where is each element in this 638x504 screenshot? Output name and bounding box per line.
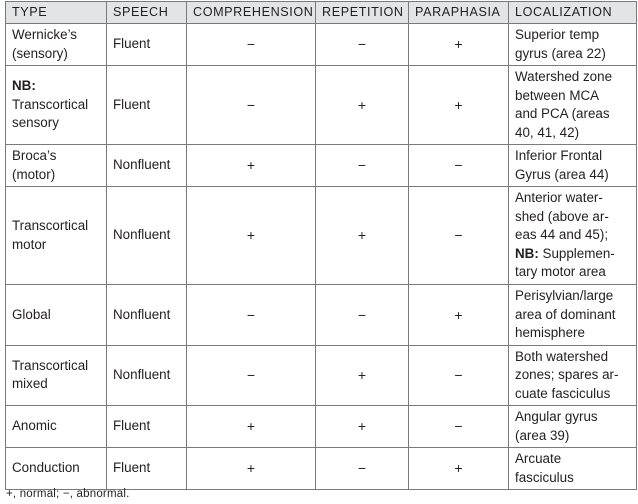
header-localization: LOCALIZATION — [509, 2, 637, 24]
type-line: (motor) — [12, 166, 56, 182]
table-row — [6, 345, 637, 406]
table-row — [6, 66, 637, 145]
cell-speech: Fluent — [107, 24, 187, 66]
cell-comprehension: − — [187, 345, 316, 406]
cell-repetition: + — [316, 345, 409, 406]
cell-paraphasia: + — [409, 24, 509, 66]
type-line: Transcortical — [12, 96, 89, 112]
type-line: Transcortical — [12, 357, 89, 373]
cell-repetition: − — [316, 285, 409, 346]
cell-speech: Fluent — [107, 448, 187, 490]
localization-line: fasciculus — [515, 469, 574, 485]
header-comprehension: COMPREHENSION — [187, 2, 316, 24]
cell-comprehension: + — [187, 145, 316, 187]
cell-repetition: + — [316, 66, 409, 145]
cell-paraphasia: − — [409, 406, 509, 448]
type-line: mixed — [12, 376, 48, 392]
cell-repetition: − — [316, 24, 409, 66]
cell-speech: Fluent — [107, 406, 187, 448]
cell-repetition: + — [316, 406, 409, 448]
cell-speech: Nonfluent — [107, 145, 187, 187]
localization-line: shed (above ar- — [515, 208, 609, 224]
localization-line: 40, 41, 42) — [515, 124, 580, 140]
cell-type — [6, 448, 107, 490]
cell-comprehension: + — [187, 406, 316, 448]
localization-line: Anterior water- — [515, 190, 603, 206]
cell-localization — [509, 345, 637, 406]
cell-localization — [509, 406, 637, 448]
cell-paraphasia: − — [409, 345, 509, 406]
cell-comprehension: − — [187, 66, 316, 145]
cell-speech: Nonfluent — [107, 285, 187, 346]
localization-line: hemisphere — [515, 325, 585, 340]
type-line: Broca’s — [12, 148, 57, 163]
localization-line: Supplemen- — [538, 245, 615, 261]
nb-label: NB: — [515, 245, 539, 261]
cell-speech: Nonfluent — [107, 187, 187, 285]
localization-line: area of dominant — [515, 306, 616, 322]
cell-localization — [509, 66, 637, 145]
localization-line: and PCA (areas — [515, 106, 610, 121]
cell-localization — [509, 285, 637, 346]
localization-line: Perisylvian/large — [515, 288, 614, 303]
cell-type — [6, 145, 107, 187]
cell-comprehension: − — [187, 24, 316, 66]
cell-localization — [509, 145, 637, 187]
table-row — [6, 448, 637, 490]
cell-comprehension: + — [187, 187, 316, 285]
localization-line: eas 44 and 45); — [515, 227, 609, 243]
cell-paraphasia: − — [409, 145, 509, 187]
cell-localization — [509, 187, 637, 285]
type-line: Conduction — [12, 460, 80, 476]
table-footnote: +, normal; −, abnormal. — [6, 488, 130, 500]
localization-line: Watershed zone — [515, 69, 613, 84]
localization-line: cuate fasciculus — [515, 385, 611, 401]
cell-comprehension: + — [187, 448, 316, 490]
table-row — [6, 406, 637, 448]
localization-line: Superior temp — [515, 27, 600, 42]
nb-label: NB: — [12, 78, 36, 94]
type-line: Anomic — [12, 418, 57, 434]
localization-line: between MCA — [515, 87, 600, 103]
localization-line: Angular gyrus — [515, 409, 598, 424]
cell-repetition: − — [316, 448, 409, 490]
type-line: Transcortical — [12, 218, 89, 233]
localization-line: Inferior Frontal — [515, 148, 603, 163]
cell-paraphasia: + — [409, 66, 509, 145]
cell-repetition: − — [316, 145, 409, 187]
cell-type — [6, 345, 107, 406]
cell-localization — [509, 24, 637, 66]
localization-line: (area 39) — [515, 427, 570, 443]
cell-type — [6, 187, 107, 285]
type-line: Wernicke’s — [12, 27, 77, 42]
table-row — [6, 24, 637, 66]
table-row — [6, 145, 637, 187]
header-paraphasia: PARAPHASIA — [409, 2, 509, 24]
localization-line: zones; spares ar- — [515, 367, 619, 382]
localization-line: gyrus (area 22) — [515, 45, 606, 61]
localization-line: Both watershed — [515, 348, 609, 364]
cell-type — [6, 66, 107, 145]
cell-repetition: + — [316, 187, 409, 285]
cell-type — [6, 24, 107, 66]
localization-line: tary motor area — [515, 264, 606, 280]
cell-type — [6, 406, 107, 448]
cell-type — [6, 285, 107, 346]
type-line: (sensory) — [12, 45, 68, 61]
cell-paraphasia: − — [409, 187, 509, 285]
header-type: TYPE — [6, 2, 107, 24]
type-line: Global — [12, 306, 51, 322]
table-row — [6, 285, 637, 346]
cell-paraphasia: + — [409, 285, 509, 346]
header-row — [6, 2, 637, 24]
type-line: motor — [12, 236, 47, 252]
cell-speech: Fluent — [107, 66, 187, 145]
cell-comprehension: − — [187, 285, 316, 346]
header-speech: SPEECH — [107, 2, 187, 24]
cell-speech: Nonfluent — [107, 345, 187, 406]
localization-line: Gyrus (area 44) — [515, 166, 609, 182]
cell-localization — [509, 448, 637, 490]
header-repetition: REPETITION — [316, 2, 409, 24]
type-line: sensory — [12, 115, 59, 131]
aphasia-table — [5, 1, 637, 490]
cell-paraphasia: + — [409, 448, 509, 490]
table-row — [6, 187, 637, 285]
localization-line: Arcuate — [515, 451, 562, 466]
